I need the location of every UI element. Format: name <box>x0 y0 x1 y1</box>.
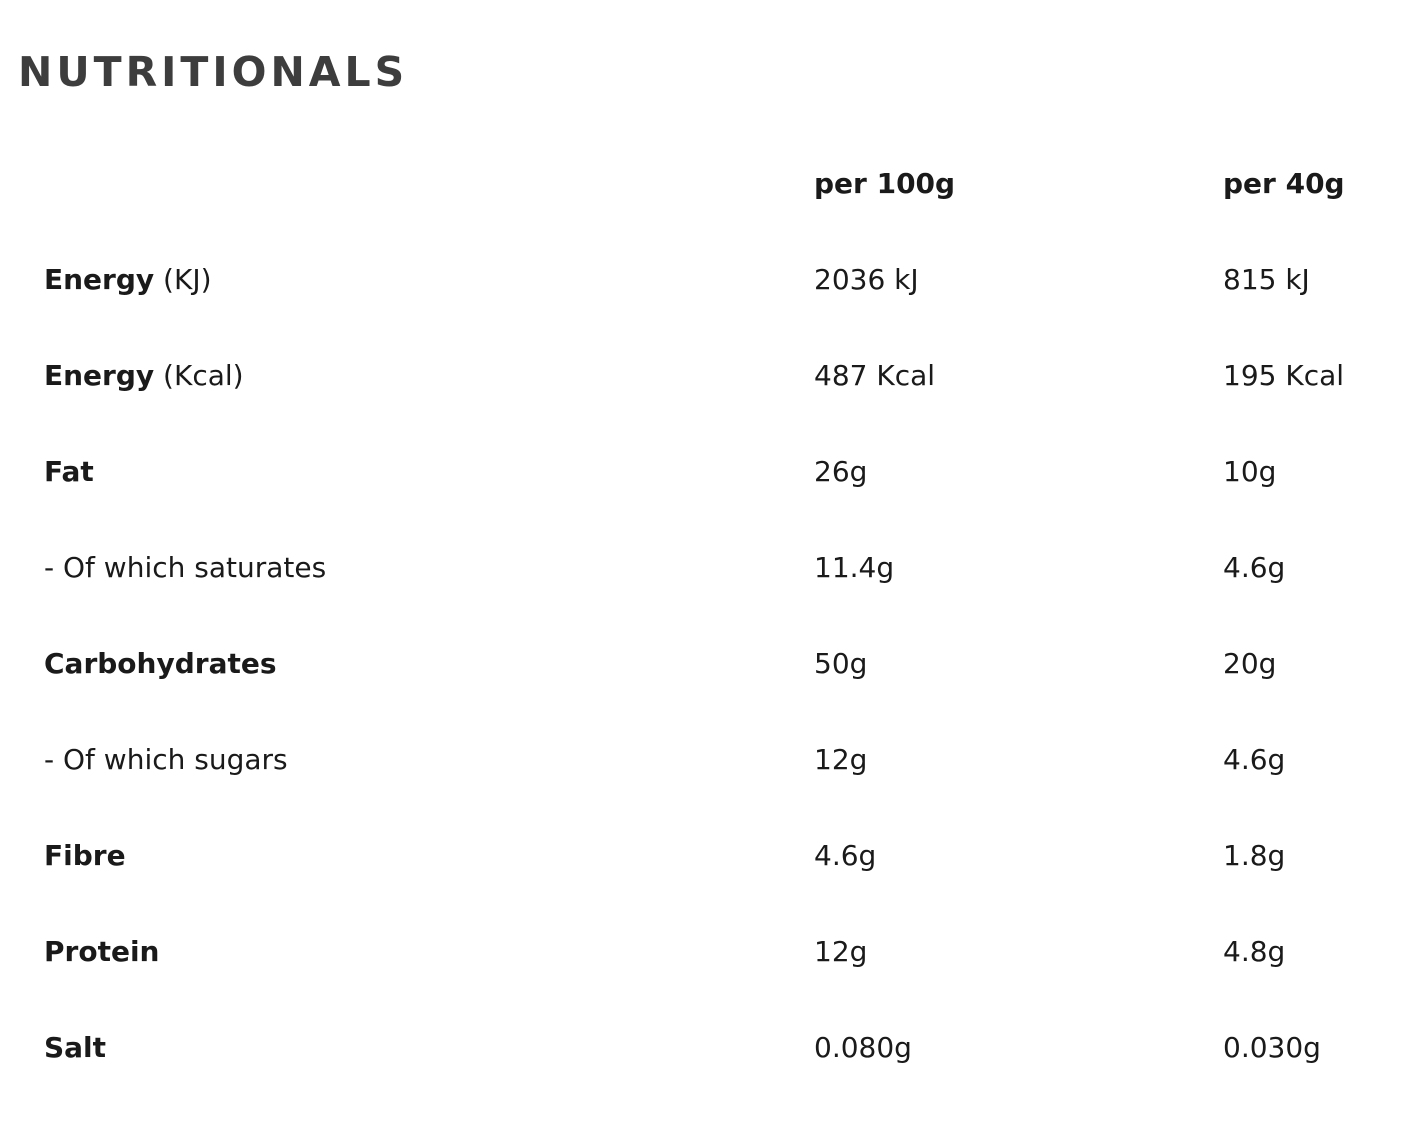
value-per-40g: 4.8g <box>1223 935 1286 968</box>
column-header-per-100g: per 100g <box>814 167 956 200</box>
nutrition-table <box>0 136 1418 1096</box>
value-per-40g: 0.030g <box>1223 1031 1321 1064</box>
value-per-40g: 20g <box>1223 647 1277 680</box>
nutrient-name: Energy <box>44 263 155 296</box>
table-row <box>0 328 1418 424</box>
table-row <box>0 904 1418 1000</box>
table-row <box>0 808 1418 904</box>
value-per-100g: 12g <box>814 743 868 776</box>
nutrient-name: Carbohydrates <box>44 647 277 680</box>
value-per-100g: 0.080g <box>814 1031 912 1064</box>
nutrient-name: Salt <box>44 1031 107 1064</box>
section-title: NUTRITIONALS <box>18 48 409 96</box>
value-per-40g: 1.8g <box>1223 839 1286 872</box>
nutrient-label <box>44 358 244 394</box>
value-per-40g: 4.6g <box>1223 743 1286 776</box>
nutrient-subitem: - Of which sugars <box>44 743 288 776</box>
nutrient-subitem: - Of which saturates <box>44 551 327 584</box>
value-per-100g: 11.4g <box>814 551 895 584</box>
nutrient-name: Protein <box>44 935 160 968</box>
nutrient-unit: (KJ) <box>154 263 212 296</box>
nutrient-label <box>44 262 212 298</box>
value-per-100g: 4.6g <box>814 839 877 872</box>
table-row <box>0 1000 1418 1096</box>
value-per-40g: 815 kJ <box>1223 263 1310 296</box>
value-per-40g: 4.6g <box>1223 551 1286 584</box>
column-header-per-40g: per 40g <box>1223 167 1345 200</box>
table-row <box>0 424 1418 520</box>
nutrient-name: Fat <box>44 455 94 488</box>
table-row <box>0 712 1418 808</box>
value-per-100g: 2036 kJ <box>814 263 919 296</box>
value-per-40g: 195 Kcal <box>1223 359 1345 392</box>
nutrient-unit: (Kcal) <box>154 359 244 392</box>
value-per-40g: 10g <box>1223 455 1277 488</box>
table-header-row <box>0 136 1418 232</box>
value-per-100g: 50g <box>814 647 868 680</box>
table-row <box>0 520 1418 616</box>
table-row <box>0 232 1418 328</box>
value-per-100g: 487 Kcal <box>814 359 936 392</box>
nutrient-name: Fibre <box>44 839 126 872</box>
table-row <box>0 616 1418 712</box>
value-per-100g: 12g <box>814 935 868 968</box>
nutrient-name: Energy <box>44 359 155 392</box>
value-per-100g: 26g <box>814 455 868 488</box>
